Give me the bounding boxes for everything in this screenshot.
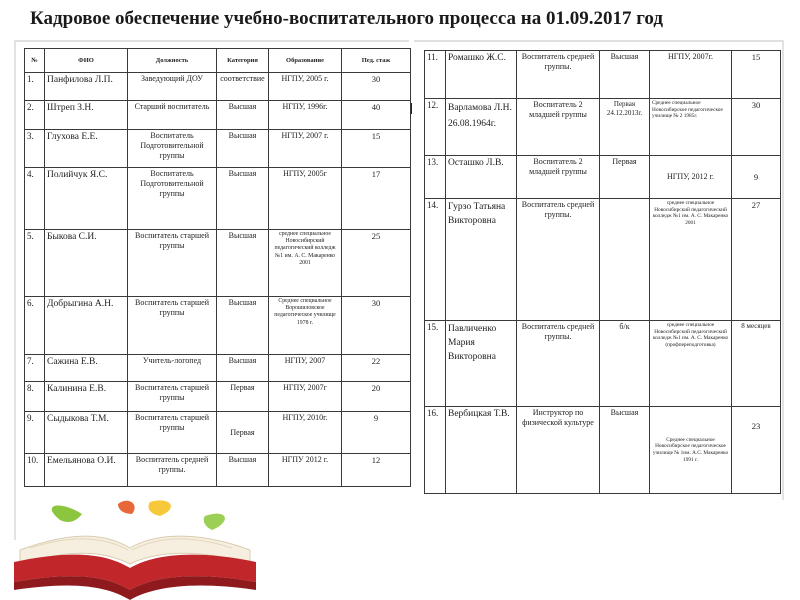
cell-num: 13. <box>425 156 446 199</box>
cell-position: Воспитатель средней группы. <box>517 199 600 321</box>
cell-fio: Сажина Е.В. <box>45 355 128 382</box>
cell-category: Первая <box>600 156 650 199</box>
cell-fio: Вербицкая Т.В. <box>446 407 517 494</box>
cell-fio: Сыдыкова Т.М. <box>45 412 128 454</box>
cell-position: Старший воспитатель <box>128 101 217 130</box>
cell-category: Высшая <box>217 101 269 130</box>
green-leaf-icon <box>52 505 82 522</box>
cell-stage: 25 <box>342 230 411 297</box>
cell-num: 4. <box>25 168 45 230</box>
orange-leaf-icon <box>118 501 135 514</box>
header-position: Должность <box>128 49 217 73</box>
cell-fio: Гурзо Татьяна Викторовна <box>446 199 517 321</box>
cell-category: соответствие <box>217 73 269 101</box>
cell-stage: 23 <box>732 407 781 494</box>
table-row <box>25 412 411 454</box>
open-book-illustration <box>0 498 260 600</box>
table-row <box>25 355 411 382</box>
cell-stage: 8 месяцев <box>732 321 781 407</box>
table-header-row <box>25 49 411 73</box>
cell-stage: 12 <box>342 454 411 487</box>
table-row <box>425 51 781 99</box>
cell-stage: 30 <box>342 297 411 355</box>
cell-position: Воспитатель Подготовительной группы <box>128 168 217 230</box>
yellow-leaf-icon <box>148 500 170 516</box>
cell-fio: Добрыгина А.Н. <box>45 297 128 355</box>
staff-table-left <box>24 48 411 487</box>
cell-category: Первая <box>217 382 269 412</box>
cell-category <box>600 199 650 321</box>
cell-position: Учитель-логопед <box>128 355 217 382</box>
cell-education: НГПУ, 2007 г. <box>269 130 342 168</box>
cell-education: среднее специальное Новосибирский педагогический колледж №1 им. А. С. Макаренко 2001 <box>650 199 732 321</box>
cell-education: НГПУ 2012 г. <box>269 454 342 487</box>
cell-stage: 20 <box>342 382 411 412</box>
table-row <box>425 321 781 407</box>
table-row <box>25 297 411 355</box>
cell-education: НГПУ, 2007г <box>269 382 342 412</box>
cell-num: 6. <box>25 297 45 355</box>
cell-education: среднее специальное Новосибирский педагогический колледж №1 им. А. С. Макаренко (профпереподготовка) <box>650 321 732 407</box>
cell-stage: 27 <box>732 199 781 321</box>
frame-top-line-right <box>414 40 784 42</box>
cell-stage: 15 <box>342 130 411 168</box>
cell-num: 5. <box>25 230 45 297</box>
table-row <box>25 101 411 130</box>
cell-category: Высшая <box>217 130 269 168</box>
cell-position: Воспитатель средней группы. <box>517 51 600 99</box>
cell-stage: 22 <box>342 355 411 382</box>
cell-category: Высшая <box>600 407 650 494</box>
cell-education: Среднее специальное Новосибирское педагогическое училище № 2 1985г. <box>650 99 732 156</box>
cell-education: НГПУ, 2005г <box>269 168 342 230</box>
cell-fio: Павличенко Мария Викторовна <box>446 321 517 407</box>
header-num: № <box>25 49 45 73</box>
cell-num: 2. <box>25 101 45 130</box>
header-education: Образование <box>269 49 342 73</box>
table-row <box>25 382 411 412</box>
cell-fio: Варламова Л.Н. 26.08.1964г. <box>446 99 517 156</box>
cell-education: НГПУ, 2007 <box>269 355 342 382</box>
cell-num: 15. <box>425 321 446 407</box>
cell-position: Воспитатель средней группы. <box>128 454 217 487</box>
cell-education: НГПУ, 2010г. <box>269 412 342 454</box>
cell-num: 11. <box>425 51 446 99</box>
cell-fio: Калинина Е.В. <box>45 382 128 412</box>
frame-left-line <box>14 40 16 540</box>
table-row <box>425 199 781 321</box>
cell-education: НГПУ, 2012 г. <box>650 156 732 199</box>
table-row <box>25 130 411 168</box>
cell-fio: Осташко Л.В. <box>446 156 517 199</box>
cell-position: Воспитатель старшей группы <box>128 382 217 412</box>
frame-right-line <box>782 40 784 500</box>
cell-education: НГПУ, 2005 г. <box>269 73 342 101</box>
cell-stage: 40 <box>342 101 411 130</box>
table-row <box>425 407 781 494</box>
page-title: Кадровое обеспечение учебно-воспитательного процесса на 01.09.2017 год <box>30 8 663 29</box>
cell-position: Заведующий ДОУ <box>128 73 217 101</box>
cell-category: Высшая <box>217 355 269 382</box>
cell-num: 12. <box>425 99 446 156</box>
cell-category: Высшая <box>217 168 269 230</box>
table-row <box>25 230 411 297</box>
cell-category: Высшая <box>217 297 269 355</box>
cell-num: 1. <box>25 73 45 101</box>
cell-position: Воспитатель Подготовительной группы <box>128 130 217 168</box>
cell-category: Высшая <box>600 51 650 99</box>
cell-stage: 30 <box>342 73 411 101</box>
cell-num: 16. <box>425 407 446 494</box>
cell-num: 7. <box>25 355 45 382</box>
cell-stage: 9 <box>342 412 411 454</box>
cell-education: среднее специальное Новосибирский педагогический колледж №1 им. А. С. Макаренко 2001 <box>269 230 342 297</box>
staff-table-right <box>424 50 781 494</box>
cell-num: 10. <box>25 454 45 487</box>
frame-top-line <box>14 40 409 42</box>
cell-stage: 17 <box>342 168 411 230</box>
cell-position: Воспитатель 2 младшей группы <box>517 156 600 199</box>
header-fio: ФИО <box>45 49 128 73</box>
cell-position: Воспитатель старшей группы <box>128 412 217 454</box>
cell-fio: Глухова Е.Е. <box>45 130 128 168</box>
cell-fio: Панфилова Л.П. <box>45 73 128 101</box>
cell-fio: Быкова С.И. <box>45 230 128 297</box>
cell-position: Воспитатель средней группы. <box>517 321 600 407</box>
cell-num: 8. <box>25 382 45 412</box>
cell-stage: 30 <box>732 99 781 156</box>
cell-stage: 15 <box>732 51 781 99</box>
cell-category: Первая 24.12.2013г. <box>600 99 650 156</box>
cell-fio: Ромашко Ж.С. <box>446 51 517 99</box>
green-leaf-icon <box>204 514 225 530</box>
cell-position: Воспитатель старшей группы <box>128 230 217 297</box>
cell-fio: Емельянова О.И. <box>45 454 128 487</box>
cell-num: 9. <box>25 412 45 454</box>
cell-category: Высшая <box>217 230 269 297</box>
cell-category: Высшая <box>217 454 269 487</box>
cell-fio: Штреп З.Н. <box>45 101 128 130</box>
cell-position: Воспитатель старшей группы <box>128 297 217 355</box>
table-row <box>425 156 781 199</box>
header-category: Категория <box>217 49 269 73</box>
table-row <box>425 99 781 156</box>
table-row <box>25 168 411 230</box>
table-row <box>25 454 411 487</box>
cell-category: б/к <box>600 321 650 407</box>
cell-num: 14. <box>425 199 446 321</box>
table-row <box>25 73 411 101</box>
cell-num: 3. <box>25 130 45 168</box>
cell-category: Первая <box>217 412 269 454</box>
cell-education: НГПУ, 1996г. <box>269 101 342 130</box>
cell-education: НГПУ, 2007г. <box>650 51 732 99</box>
cell-position: Инструктор по физической культуре <box>517 407 600 494</box>
cell-fio: Полийчук Я.С. <box>45 168 128 230</box>
cell-education: Среднее специальное Ворошиловское педагогическое училище 1978 г. <box>269 297 342 355</box>
cell-education: Среднее специальное Новосибирское педагогическое училище № 1им. А.С. Макаренко 1991 г. <box>650 407 732 494</box>
header-stage: Пед. стаж <box>342 49 411 73</box>
cell-position: Воспитатель 2 младшей группы <box>517 99 600 156</box>
cell-stage: 9 <box>732 156 781 199</box>
